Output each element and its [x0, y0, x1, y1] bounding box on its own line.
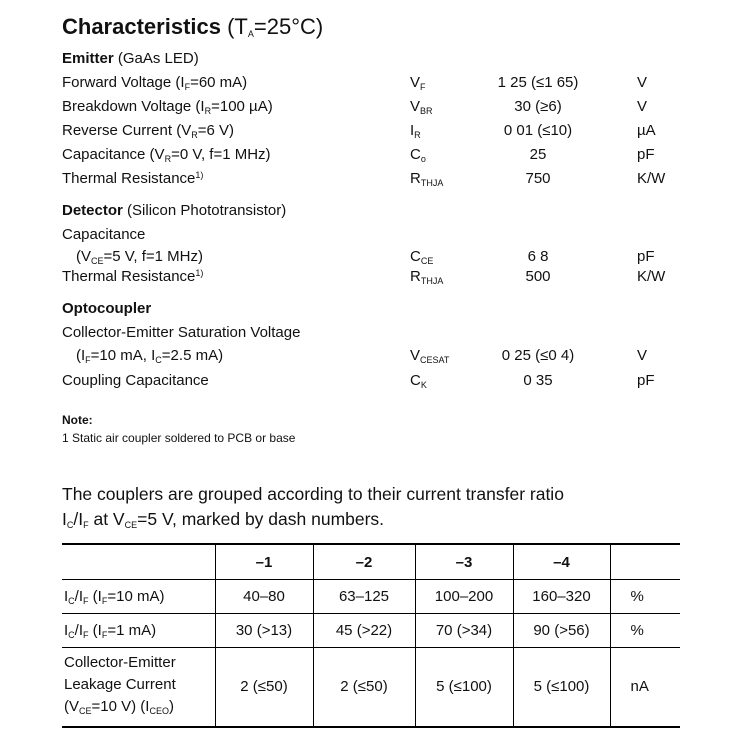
table-cell: 90 (>56)	[513, 614, 610, 648]
table-row	[62, 580, 680, 614]
table-cell: 2 (≤50)	[313, 648, 415, 728]
saturation-voltage-label: Collector-Emitter Saturation Voltage	[62, 324, 301, 341]
table-cell: 70 (>34)	[415, 614, 513, 648]
intro-line-1: The couplers are grouped according to their current transfer ratio	[62, 484, 564, 504]
spec-row-detector-capacitance: ($V_{CE}=5$ V, f=1 MHz) $C_{CE}$ 6 8 pF	[76, 248, 655, 266]
spec-row-coupling-capacitance: Coupling Capacitance $C_K$ 0 35 pF	[62, 372, 655, 390]
detector-heading: Detector (Silicon Phototransistor)	[62, 202, 287, 219]
spec-row-capacitance: Capacitance ($V_R=0$ V, f=1 MHz) $C_o$ 25 pF	[62, 146, 655, 164]
spec-row-breakdown-voltage: Breakdown Voltage ($I_R=100$ µA) $V_{BR}$ 30 (≥6) V	[62, 98, 648, 116]
table-cell: 45 (>22)	[313, 614, 415, 648]
note-heading: Note:	[62, 413, 93, 427]
table-header-cell: –3	[415, 544, 513, 580]
row-label: $I_C/I_F$ ($I_F=1$ mA)	[62, 614, 215, 648]
page-title: Characteristics $(T_A=25^\circ C)$	[62, 14, 324, 39]
table-header-cell: –4	[513, 544, 610, 580]
table-row	[62, 648, 680, 728]
unit-cell: nA	[610, 648, 680, 728]
spec-row-saturation-voltage: ($I_F=10$ mA, $I_C=2.5$ mA) $V_{CESAT}$ 0 25 (≤0 4) V	[76, 347, 648, 365]
table-row	[62, 614, 680, 648]
table-header-cell: –2	[313, 544, 415, 580]
row-label: Collector-Emitter Leakage Current ($V_{CE}=10$ V) $(I_{CEO})$	[62, 648, 215, 728]
table-cell: 40–80	[215, 580, 313, 614]
table-cell: 100–200	[415, 580, 513, 614]
spec-row-thermal-resistance: Thermal Resistance$^{1)}$ $R_{THJA}$ 750 K/W	[62, 170, 666, 188]
spec-row-detector-thermal: Thermal Resistance$^{1)}$ $R_{THJA}$ 500 K/W	[62, 268, 666, 286]
table-header-row	[62, 544, 680, 580]
unit-cell: %	[610, 580, 680, 614]
spec-row-reverse-current: Reverse Current ($V_R=6$ V) $I_R$ 0 01 (≤10) µA	[62, 122, 656, 140]
row-label: $I_C/I_F$ ($I_F=10$ mA)	[62, 580, 215, 614]
table-cell: 5 (≤100)	[513, 648, 610, 728]
unit-cell: %	[610, 614, 680, 648]
table-header-blank	[62, 544, 215, 580]
optocoupler-heading: Optocoupler	[62, 300, 152, 317]
table-cell: 63–125	[313, 580, 415, 614]
ctr-group-table	[62, 543, 680, 728]
note-text: 1 Static air coupler soldered to PCB or base	[62, 431, 296, 445]
table-cell: 2 (≤50)	[215, 648, 313, 728]
table-cell: 30 (>13)	[215, 614, 313, 648]
table-cell: 5 (≤100)	[415, 648, 513, 728]
table-header-cell: –1	[215, 544, 313, 580]
table-header-blank	[610, 544, 680, 580]
intro-line-2: $I_C/I_F$ at $V_{CE}=5$ V, marked by dash numbers.	[62, 509, 385, 530]
spec-row-forward-voltage: Forward Voltage ($I_F=60$ mA) $V_F$ 1 25 (≤1 65) V	[62, 74, 648, 92]
table-cell: 160–320	[513, 580, 610, 614]
emitter-heading: Emitter (GaAs LED)	[62, 50, 199, 67]
detector-capacitance-label: Capacitance	[62, 226, 146, 243]
